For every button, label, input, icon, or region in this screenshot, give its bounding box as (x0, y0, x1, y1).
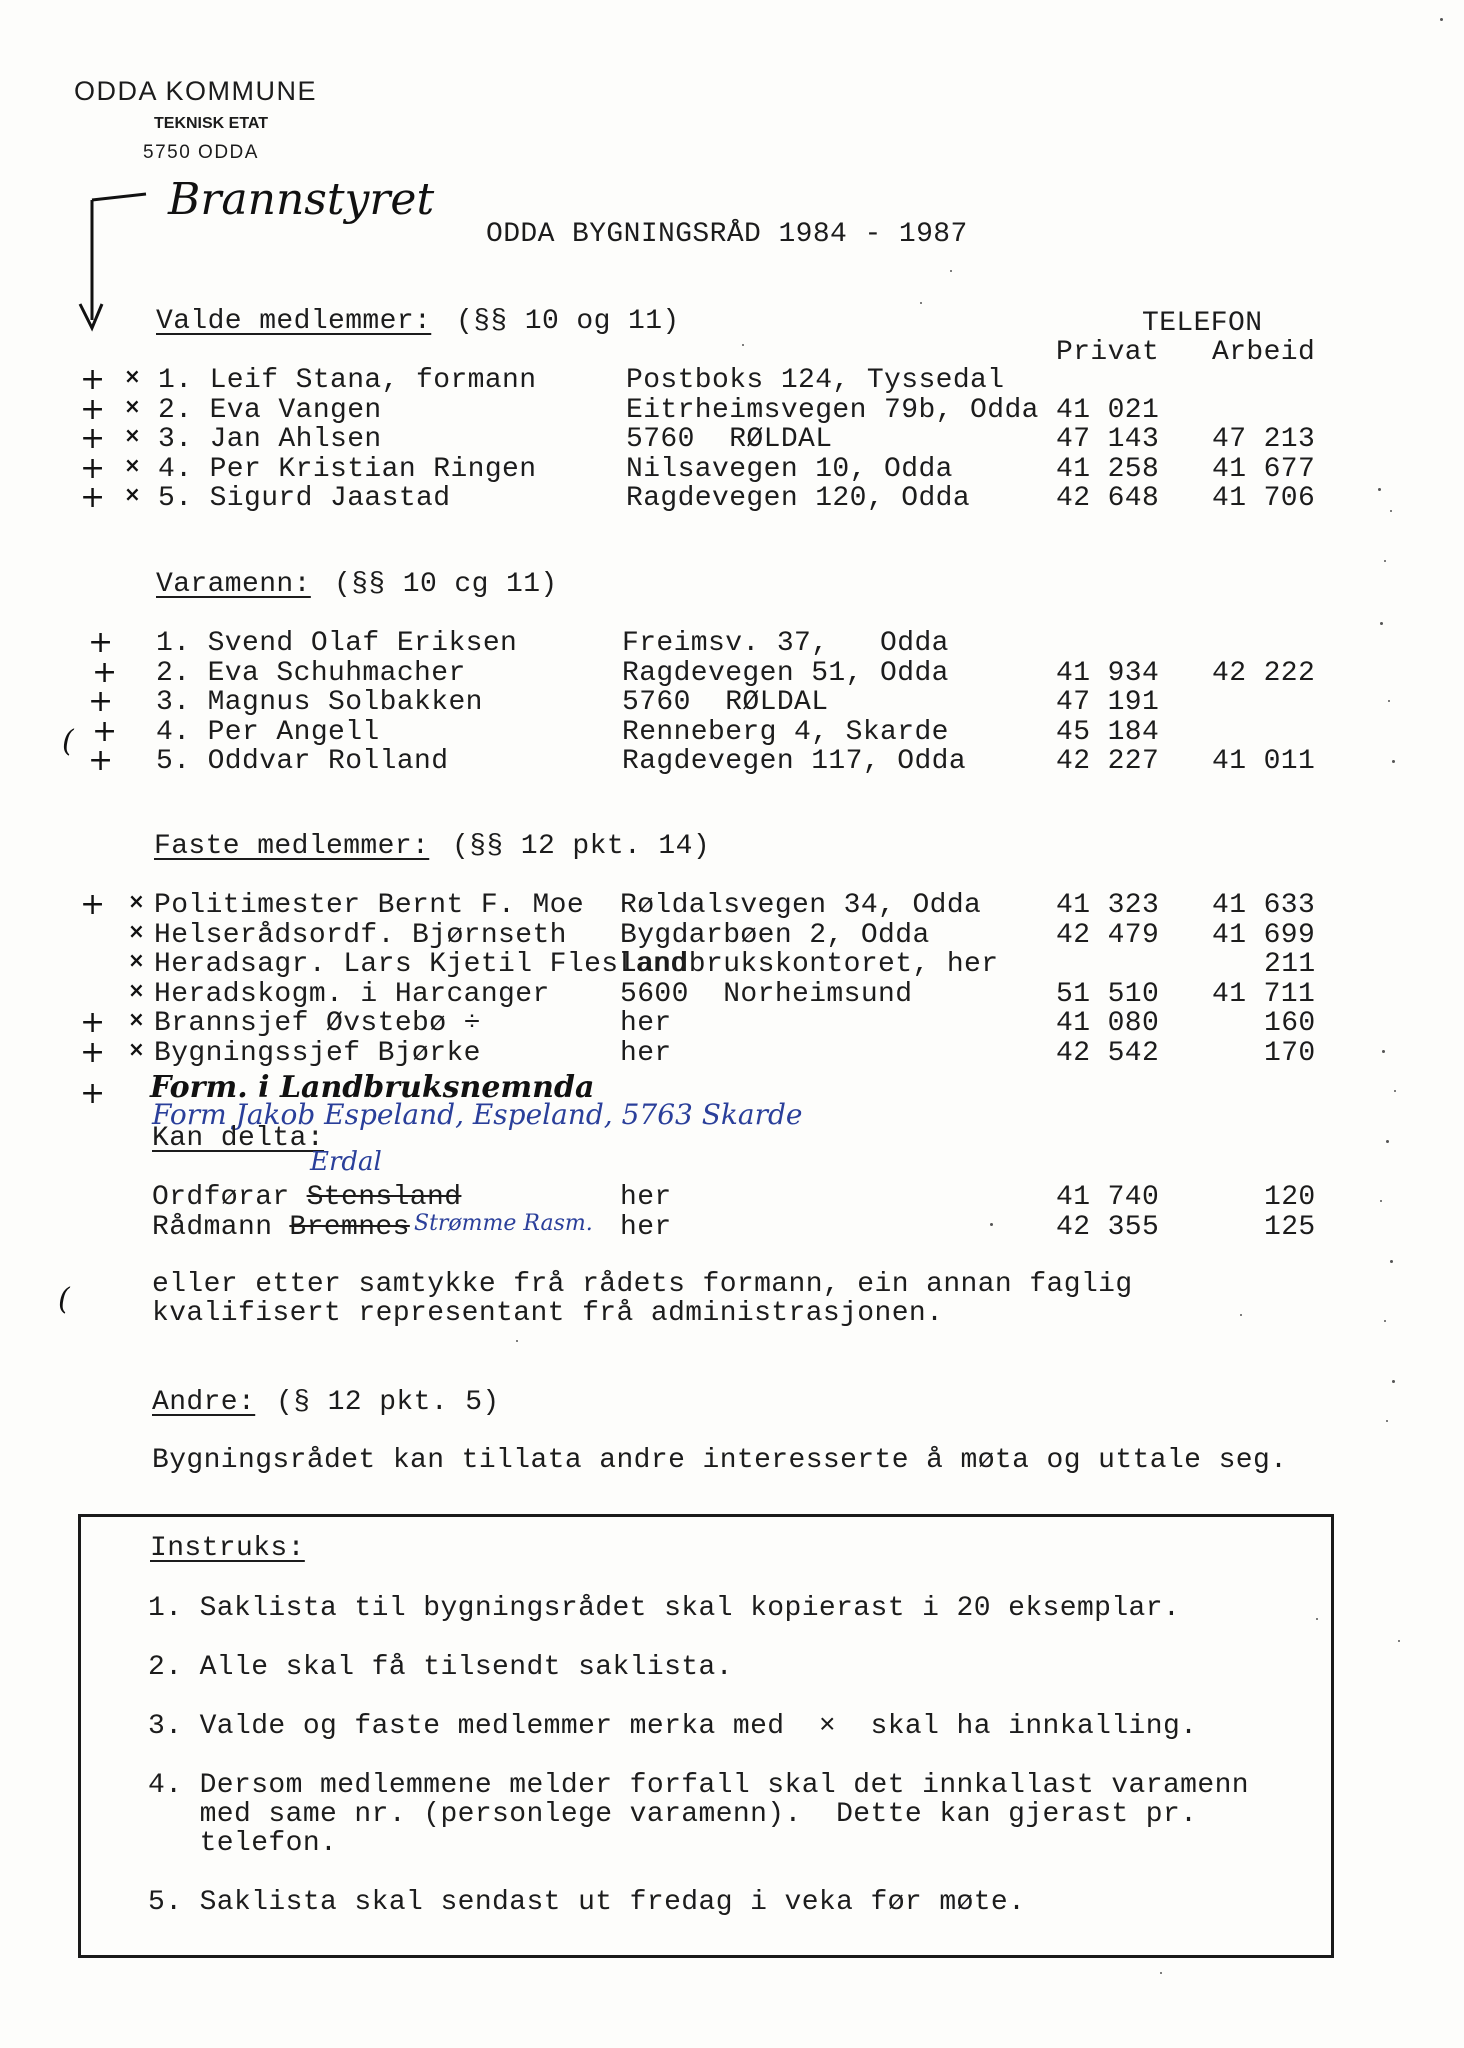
member-mark: + (80, 1005, 106, 1040)
member-address: Ragdevegen 51, Odda (622, 657, 949, 689)
phone-private: 41 080 (1056, 1008, 1160, 1039)
phone-work: 41 699 (1212, 919, 1316, 951)
faste-extra-mark: + (80, 1076, 106, 1111)
phone-work: 41 011 (1212, 746, 1316, 777)
phone-private: 42 542 (1056, 1037, 1160, 1069)
letterhead-org: ODDA KOMMUNE (74, 76, 318, 106)
instruks-item: 3. Valde og faste medlemmer merka med × skal ha innkalling. (148, 1711, 1198, 1742)
invite-x-mark: × (124, 452, 141, 477)
scan-speck (1392, 1380, 1395, 1383)
member-address: Postboks 124, Tyssedal (626, 365, 1005, 396)
member-name: 2. Eva Vangen (158, 394, 382, 426)
member-mark: + (80, 362, 106, 397)
phone-private: 41 021 (1056, 394, 1160, 426)
member-name: 1. Leif Stana, formann (158, 365, 537, 396)
phone-private: 42 648 (1056, 483, 1160, 514)
member-address: Nilsavegen 10, Odda (626, 453, 953, 485)
member-name: 3. Jan Ahlsen (158, 424, 382, 455)
phone-private: 42 227 (1056, 746, 1160, 777)
handwritten-arrow-icon (78, 180, 148, 340)
scan-speck (1378, 488, 1381, 491)
scan-speck (1316, 1618, 1318, 1620)
member-mark: + (88, 743, 114, 778)
phone-work: 47 213 (1212, 424, 1316, 455)
valde-heading: Valde medlemmer: (156, 306, 432, 337)
member-mark: + (88, 625, 114, 660)
invite-x-mark: × (128, 1007, 145, 1031)
scan-speck (742, 344, 744, 346)
margin-scribble-icon: ( (62, 724, 74, 759)
kan-delta-struck-name: Stensland (306, 1182, 462, 1213)
scan-speck (1440, 18, 1443, 21)
member-address: 5760 RØLDAL (626, 424, 833, 455)
member-mark: + (92, 654, 118, 690)
phone-private: 41 323 (1056, 890, 1160, 921)
phone-private: 47 143 (1056, 424, 1160, 455)
member-mark: + (80, 1034, 106, 1070)
varamenn-heading-ref: (§§ 10 cg 11) (334, 569, 558, 600)
andre-heading: Andre: (152, 1387, 256, 1418)
scan-speck (1240, 1314, 1242, 1316)
phone-private: 41 740 (1056, 1182, 1160, 1213)
invite-x-mark: × (128, 1036, 145, 1061)
member-name: Heradsagr. Lars Kjetil Flesland (154, 949, 688, 980)
phone-work: 211 (1264, 949, 1316, 980)
telefon-header: TELEFON (1142, 308, 1263, 339)
faste-handwritten-extra: Form. i Landbruksnemnda (150, 1070, 595, 1105)
member-address: 5600 Norheimsund (620, 978, 913, 1010)
phone-work: 42 222 (1212, 657, 1316, 689)
kan-delta-role: Ordførar (152, 1182, 290, 1213)
member-mark: + (92, 713, 118, 749)
phone-private: 51 510 (1056, 978, 1160, 1010)
instruks-item: med same nr. (personlege varamenn). Dette kan gjerast pr. (148, 1799, 1198, 1830)
invite-x-mark: × (128, 918, 145, 943)
member-address: Renneberg 4, Skarde (622, 716, 949, 748)
member-address: Eitrheimsvegen 79b, Odda (626, 394, 1039, 426)
phone-private: 41 934 (1056, 657, 1160, 689)
instruks-item: 1. Saklista til bygningsrådet skal kopierast i 20 eksemplar. (148, 1593, 1181, 1624)
instruks-item: 4. Dersom medlemmene melder forfall skal det innkallast varamenn (148, 1770, 1249, 1801)
kan-delta-role: Rådmann (152, 1211, 273, 1243)
member-name: 5. Oddvar Rolland (156, 746, 449, 777)
member-mark: + (80, 480, 106, 515)
phone-work: 170 (1264, 1037, 1316, 1069)
instruks-item: 2. Alle skal få tilsendt saklista. (148, 1652, 733, 1683)
faste-heading: Faste medlemmer: (154, 831, 430, 862)
member-name: 4. Per Kristian Ringen (158, 453, 537, 485)
member-mark: + (80, 391, 106, 427)
kan-delta-handwritten-name: Erdal (310, 1147, 382, 1177)
member-address: Røldalsvegen 34, Odda (620, 890, 982, 921)
faste-heading-ref: (§§ 12 pkt. 14) (452, 831, 711, 862)
scan-speck (1380, 622, 1383, 625)
invite-x-mark: × (124, 423, 141, 447)
scan-speck (1398, 1640, 1400, 1642)
kan-delta-handwritten-name: Strømme Rasm. (414, 1210, 593, 1236)
scan-speck (1386, 1140, 1389, 1143)
kan-delta-address: her (620, 1182, 672, 1213)
scan-speck (1160, 1972, 1162, 1974)
member-address: Bygdarbøen 2, Odda (620, 919, 930, 951)
scan-speck (1388, 700, 1390, 702)
andre-heading-ref: (§ 12 pkt. 5) (276, 1387, 500, 1418)
member-mark: + (80, 450, 106, 486)
member-address: Landbrukskontoret, her (620, 949, 999, 980)
invite-x-mark: × (124, 482, 141, 506)
member-name: 5. Sigurd Jaastad (158, 483, 451, 514)
kan-delta-address: her (620, 1211, 672, 1243)
instruks-item: 5. Saklista skal sendast ut fredag i veka før møte. (148, 1887, 1026, 1918)
scan-speck (920, 302, 922, 304)
member-mark: + (80, 887, 106, 922)
andre-text: Bygningsrådet kan tillata andre interesserte å møta og uttale seg. (152, 1445, 1288, 1476)
scan-speck (1392, 760, 1395, 763)
member-address: Ragdevegen 117, Odda (622, 746, 967, 777)
member-address: Ragdevegen 120, Odda (626, 483, 971, 514)
scan-speck (1390, 1260, 1393, 1263)
phone-private: 47 191 (1056, 687, 1160, 718)
phone-private: 45 184 (1056, 716, 1160, 748)
faste-handwritten-blue: Form Jakob Espeland, Espeland, 5763 Skarde (152, 1098, 803, 1131)
member-name: Bygningssjef Bjørke (154, 1037, 481, 1069)
phone-private: 42 479 (1056, 919, 1160, 951)
phone-private: 42 355 (1056, 1211, 1160, 1243)
member-mark: + (88, 684, 114, 719)
member-name: 1. Svend Olaf Eriksen (156, 628, 518, 659)
member-address: her (620, 1008, 672, 1039)
kan-delta-note-line2: kvalifisert representant frå administrasjonen. (152, 1298, 944, 1329)
letterhead-address: 5750 ODDA (143, 142, 259, 163)
scan-speck (1384, 560, 1386, 562)
kan-delta-heading: Kan delta: (152, 1123, 325, 1154)
member-name: 2. Eva Schuhmacher (156, 657, 466, 689)
scan-speck (1380, 1200, 1382, 1202)
margin-scribble-icon: ( (58, 1282, 70, 1317)
phone-work: 41 711 (1212, 978, 1316, 1010)
scan-speck (1384, 1320, 1386, 1322)
member-name: 4. Per Angell (156, 716, 380, 748)
member-address: her (620, 1037, 672, 1069)
scan-speck (1386, 1420, 1388, 1422)
invite-x-mark: × (124, 393, 141, 418)
instruks-heading: Instruks: (150, 1533, 305, 1564)
scan-speck (950, 270, 952, 272)
member-name: Helserådsordf. Bjørnseth (154, 919, 567, 951)
member-name: Heradskogm. i Harcanger (154, 978, 550, 1010)
varamenn-heading: Varamenn: (156, 569, 311, 600)
handwritten-header: Brannstyret (168, 174, 435, 225)
valde-heading-ref: (§§ 10 og 11) (456, 306, 680, 337)
letterhead-dept: TEKNISK ETAT (154, 115, 269, 132)
page-title: ODDA BYGNINGSRÅD 1984 - 1987 (486, 219, 968, 250)
member-name: Politimester Bernt F. Moe (154, 890, 585, 921)
member-address: 5760 RØLDAL (622, 687, 829, 718)
invite-x-mark: × (128, 889, 145, 913)
scan-speck (1390, 510, 1392, 512)
telefon-col-private: Privat (1056, 337, 1160, 368)
member-address: Freimsv. 37, Odda (622, 628, 949, 659)
invite-x-mark: × (124, 364, 141, 388)
phone-private: 41 258 (1056, 453, 1160, 485)
member-mark: + (80, 421, 106, 456)
instruks-item: telefon. (148, 1828, 338, 1859)
phone-work: 160 (1264, 1008, 1316, 1039)
kan-delta-note-line1: eller etter samtykke frå rådets formann, ein annan faglig (152, 1269, 1133, 1300)
phone-work: 125 (1264, 1211, 1316, 1243)
phone-work: 41 706 (1212, 483, 1316, 514)
telefon-col-work: Arbeid (1212, 337, 1316, 368)
member-name: Brannsjef Øvstebø ÷ (154, 1008, 481, 1039)
phone-work: 120 (1264, 1182, 1316, 1213)
phone-work: 41 677 (1212, 453, 1316, 485)
kan-delta-struck-name: Bremnes (289, 1211, 410, 1243)
member-name: 3. Magnus Solbakken (156, 687, 483, 718)
scan-speck (1394, 1090, 1396, 1092)
invite-x-mark: × (128, 948, 145, 972)
scan-speck (516, 1340, 518, 1342)
scan-speck (1382, 1050, 1385, 1053)
invite-x-mark: × (128, 977, 145, 1002)
phone-work: 41 633 (1212, 890, 1316, 921)
scan-speck (990, 1223, 993, 1226)
